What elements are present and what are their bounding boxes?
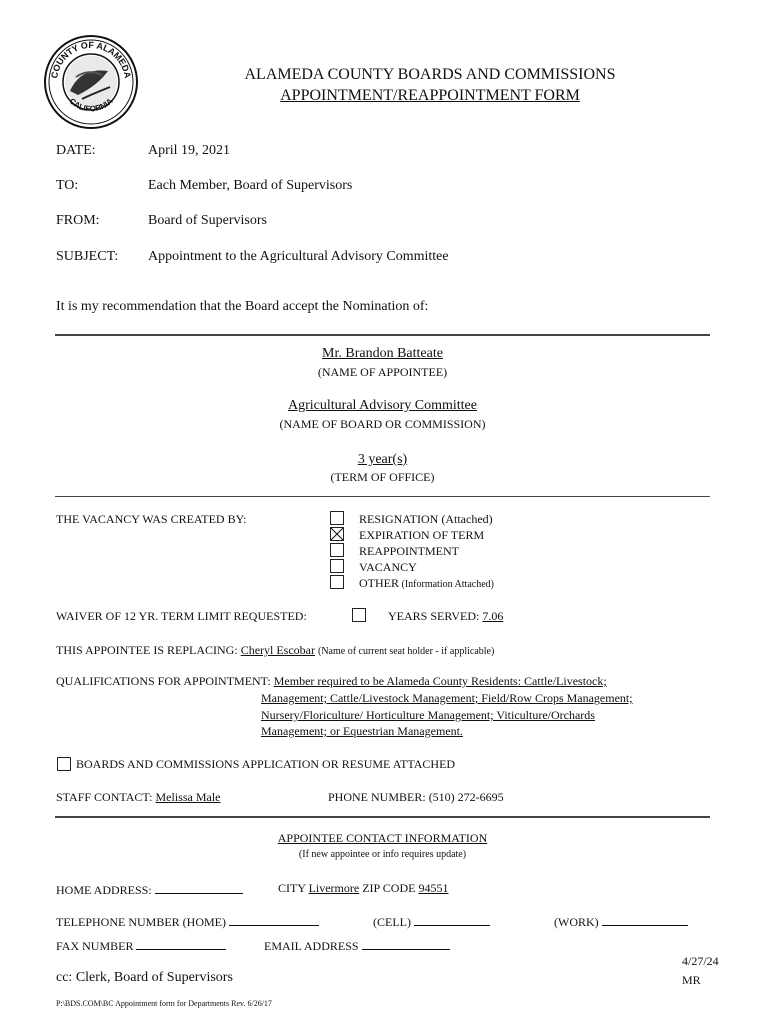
recommendation-text: It is my recommendation that the Board accept the Nomination of:	[56, 299, 429, 314]
years-served: YEARS SERVED: 7.06	[388, 609, 504, 623]
cell-phone-line: (CELL)	[373, 913, 490, 930]
home-address-field[interactable]	[155, 881, 243, 894]
contact-subheading: (If new appointee or info requires update)	[298, 849, 467, 860]
qualifications-line-4: Management; or Equestrian Management.	[261, 724, 463, 738]
cell-phone-field[interactable]	[414, 913, 490, 926]
section-divider	[55, 496, 710, 497]
appointee-name-caption: (NAME OF APPOINTEE)	[317, 365, 448, 379]
other-checkbox[interactable]	[330, 575, 344, 589]
expiration-of-term-checkbox[interactable]	[330, 527, 344, 541]
vacancy-label: THE VACANCY WAS CREATED BY:	[56, 512, 247, 526]
resignation-option: RESIGNATION (Attached)	[359, 512, 493, 526]
from-value: Board of Supervisors	[148, 213, 267, 228]
reappointment-checkbox[interactable]	[330, 543, 344, 557]
subject-label: SUBJECT:	[56, 249, 119, 264]
svg-text:COUNTY OF ALAMEDA: COUNTY OF ALAMEDA	[49, 39, 133, 80]
city-zip-line: CITY Livermore ZIP CODE 94551	[278, 881, 449, 895]
other-option: OTHER (Information Attached)	[359, 576, 494, 590]
county-seal	[42, 33, 140, 131]
home-phone-field[interactable]	[229, 913, 319, 926]
home-phone-line: TELEPHONE NUMBER (HOME)	[56, 913, 319, 930]
file-path: P:\BDS.COM\BC Appointment form for Departments Rev. 6/26/17	[56, 999, 272, 1008]
seal-graphic	[42, 33, 140, 131]
initials: MR	[682, 973, 701, 987]
term-value: 3 year(s)	[357, 452, 408, 467]
expiration-of-term-option: EXPIRATION OF TERM	[359, 528, 485, 542]
appointee-name: Mr. Brandon Batteate	[322, 346, 443, 361]
work-phone-field[interactable]	[602, 913, 688, 926]
replacing-line: THIS APPOINTEE IS REPLACING: Cheryl Escobar (Name of current seat holder - if applicable)	[56, 643, 495, 657]
to-value: Each Member, Board of Supervisors	[148, 178, 353, 193]
board-name-caption: (NAME OF BOARD OR COMMISSION)	[279, 417, 486, 431]
form-title: ALAMEDA COUNTY BOARDS AND COMMISSIONS	[244, 66, 616, 83]
from-label: FROM:	[56, 213, 100, 228]
vacancy-checkbox[interactable]	[330, 559, 344, 573]
email-field[interactable]	[362, 937, 450, 950]
qualifications-label: QUALIFICATIONS FOR APPOINTMENT: Member required to be Alameda County Residents: Cattle/Livestock;	[56, 674, 607, 688]
staff-contact: STAFF CONTACT: Melissa Male	[56, 790, 221, 804]
qualifications-line-2: Management; Cattle/Livestock Management; Field/Row Crops Management;	[261, 691, 633, 705]
application-attached-label: BOARDS AND COMMISSIONS APPLICATION OR RESUME ATTACHED	[76, 757, 456, 771]
checkmark-x-icon	[331, 528, 343, 540]
reappointment-option: REAPPOINTMENT	[359, 544, 460, 558]
subject-value: Appointment to the Agricultural Advisory Committee	[148, 249, 449, 264]
date-stamp: 4/27/24	[682, 954, 719, 968]
section-divider	[55, 816, 710, 818]
fax-field[interactable]	[136, 937, 226, 950]
qualifications-line-3: Nursery/Floriculture/ Horticulture Management; Viticulture/Orchards	[261, 708, 595, 722]
application-attached-checkbox[interactable]	[57, 757, 71, 771]
work-phone-line: (WORK)	[554, 913, 688, 930]
board-name: Agricultural Advisory Committee	[288, 398, 477, 413]
fax-line: FAX NUMBER	[56, 937, 226, 954]
waiver-checkbox[interactable]	[352, 608, 366, 622]
svg-text:CALIFORNIA: CALIFORNIA	[67, 96, 115, 114]
section-divider	[55, 334, 710, 336]
date-label: DATE:	[56, 143, 96, 158]
phone-number: PHONE NUMBER: (510) 272-6695	[328, 790, 504, 804]
waiver-label: WAIVER OF 12 YR. TERM LIMIT REQUESTED:	[56, 609, 307, 623]
form-subtitle: APPOINTMENT/REAPPOINTMENT FORM	[280, 87, 580, 104]
contact-heading: APPOINTEE CONTACT INFORMATION	[277, 831, 488, 845]
date-value: April 19, 2021	[148, 143, 231, 158]
email-line: EMAIL ADDRESS	[264, 937, 450, 954]
cc-line: cc: Clerk, Board of Supervisors	[56, 970, 233, 985]
term-caption: (TERM OF OFFICE)	[330, 470, 435, 484]
home-address-line: HOME ADDRESS:	[56, 881, 243, 898]
vacancy-option: VACANCY	[359, 560, 417, 574]
to-label: TO:	[56, 178, 79, 193]
resignation-checkbox[interactable]	[330, 511, 344, 525]
